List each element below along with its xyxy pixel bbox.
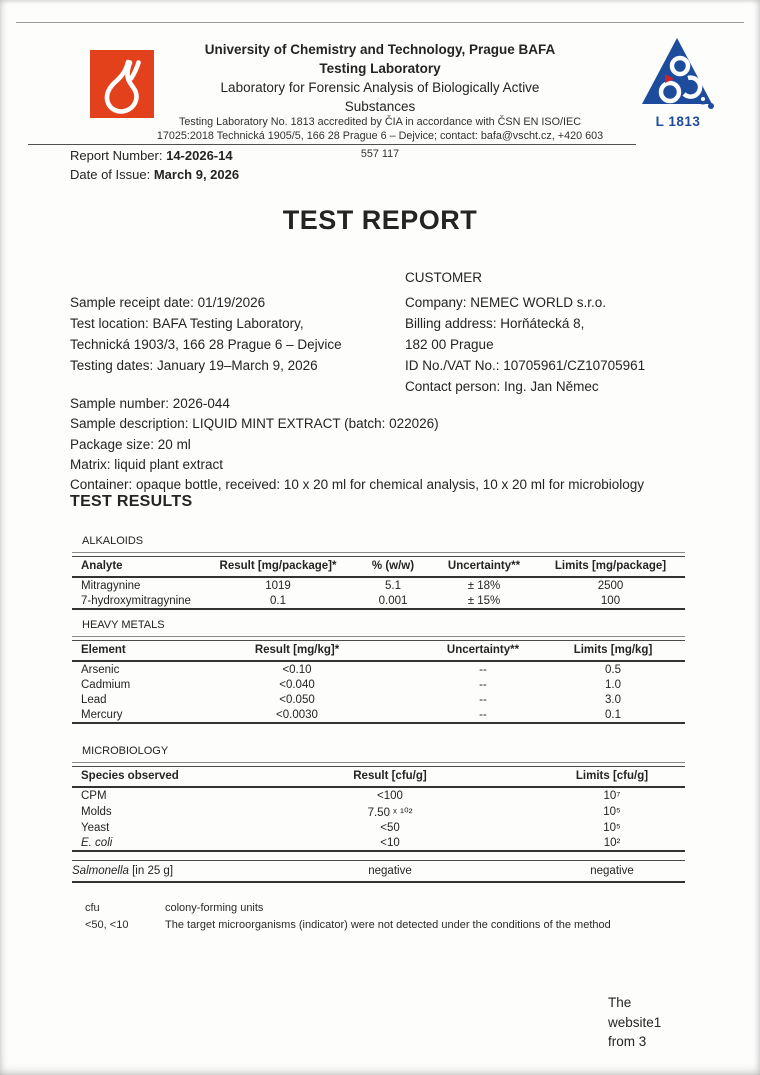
info-line: Testing dates: January 19–March 9, 2026 xyxy=(70,358,318,373)
report-title: TEST REPORT xyxy=(282,205,478,235)
column-header: Result [mg/package]* xyxy=(219,560,337,572)
alkaloids-table xyxy=(72,556,685,610)
accreditation-line2: 17025:2018 Technická 1905/5, 166 28 Prague 6 – Dejvice; contact: bafa@vscht.cz, +420 603 xyxy=(156,129,604,142)
salmonella-qualifier: [in 25 g] xyxy=(128,865,174,877)
column-header: Result [mg/kg]* xyxy=(254,644,340,656)
column-header: Limits [mg/package] xyxy=(554,560,667,572)
table-row xyxy=(72,577,685,593)
table-cell: ± 18% xyxy=(467,579,501,592)
column-header: Element xyxy=(81,644,126,656)
table-cell: -- xyxy=(479,708,487,721)
heavy-metals-section xyxy=(72,619,685,724)
table-row xyxy=(72,593,685,609)
table-row xyxy=(72,707,685,723)
analyte-name: 7-hydroxymitragynine xyxy=(81,594,191,607)
table-row xyxy=(72,861,685,883)
sample-line: Matrix: liquid plant extract xyxy=(70,456,224,472)
table-row xyxy=(72,820,685,835)
table-cell: 2500 xyxy=(597,579,624,592)
column-header: Species observed xyxy=(81,770,179,782)
table-cell: <10 xyxy=(380,836,400,849)
table-cell: 10⁵ xyxy=(603,821,621,834)
table-header-row xyxy=(72,557,685,578)
table-cell: 0.5 xyxy=(605,663,621,676)
footer-line: The xyxy=(608,995,632,1010)
column-header: Analyte xyxy=(81,560,123,572)
report-meta xyxy=(70,147,239,184)
footnote-row xyxy=(85,900,611,917)
sample-line: Sample number: 2026-044 xyxy=(70,396,230,411)
table-cell: 10⁵ xyxy=(603,805,621,818)
table-row xyxy=(72,661,685,677)
footnote-term: cfu xyxy=(85,902,100,914)
section-label-heavy-metals: HEAVY METALS xyxy=(72,619,685,637)
table-cell: <0.050 xyxy=(279,693,315,706)
table-row xyxy=(72,835,685,851)
cia-triangle-icon xyxy=(640,36,716,112)
table-cell: 10⁷ xyxy=(603,789,621,802)
customer-line: Billing address: Horňátecká 8, xyxy=(405,316,585,331)
info-line: Test location: BAFA Testing Laboratory, xyxy=(70,316,304,331)
table-row xyxy=(72,677,685,692)
footer-line: from 3 xyxy=(608,1034,647,1049)
alkaloids-section xyxy=(72,535,685,610)
org-name-line4: Substances xyxy=(344,99,416,114)
table-cell: <0.0030 xyxy=(276,708,318,721)
info-line: Sample receipt date: 01/19/2026 xyxy=(70,295,266,310)
column-header: Limits [cfu/g] xyxy=(575,770,649,782)
column-header: % (w/w) xyxy=(371,560,415,572)
footnotes xyxy=(85,900,611,933)
cia-mark-number: L 1813 xyxy=(655,114,701,129)
table-cell: 100 xyxy=(600,594,621,607)
flask-icon xyxy=(90,50,154,118)
table-cell: -- xyxy=(479,678,487,691)
species-name: Molds xyxy=(81,805,112,818)
table-row xyxy=(72,787,685,803)
issue-date-value: March 9, 2026 xyxy=(153,166,240,182)
section-label-alkaloids: ALKALOIDS xyxy=(72,535,685,553)
page-footer xyxy=(608,993,661,1052)
table-cell: 1019 xyxy=(265,579,291,592)
microbiology-table xyxy=(72,766,685,852)
table-cell: 0.1 xyxy=(605,708,621,721)
table-cell: <100 xyxy=(377,789,403,802)
table-cell: <0.040 xyxy=(279,678,315,691)
table-header-row xyxy=(72,641,685,662)
heavy-metals-table xyxy=(72,640,685,724)
customer-line: Company: NEMEC WORLD s.r.o. xyxy=(405,295,607,310)
footnote-row xyxy=(85,917,611,934)
uct-prague-logo xyxy=(90,50,154,118)
table-cell: negative xyxy=(590,865,634,877)
accreditation-line1: Testing Laboratory No. 1813 accredited by ČIA in accordance with ČSN EN ISO/IEC xyxy=(178,116,582,128)
species-name: CPM xyxy=(81,789,107,802)
customer-info xyxy=(405,292,645,397)
table-cell: ± 15% xyxy=(467,594,501,607)
column-header: Limits [mg/kg] xyxy=(573,644,653,656)
customer-line: Contact person: Ing. Jan Němec xyxy=(405,379,599,394)
sample-line: Container: opaque bottle, received: 10 x 20 ml for chemical analysis, 10 x 20 ml for microbiology xyxy=(70,477,645,493)
footer-line: website1 xyxy=(608,1014,662,1030)
table-cell: <0.10 xyxy=(282,663,312,676)
species-name: Yeast xyxy=(81,821,110,834)
table-cell: <50 xyxy=(380,821,400,834)
sample-receipt-info xyxy=(70,292,342,376)
report-number-label: Report Number: xyxy=(70,148,167,163)
customer-heading: CUSTOMER xyxy=(405,270,483,285)
salmonella-table xyxy=(72,860,685,883)
table-cell: -- xyxy=(479,663,487,676)
info-line: Technická 1903/3, 166 28 Prague 6 – Dejvice xyxy=(70,337,342,352)
sample-line: Sample description: LIQUID MINT EXTRACT (batch: 022026) xyxy=(70,416,439,432)
table-cell: 0.1 xyxy=(270,594,286,607)
customer-line: ID No./VAT No.: 10705961/CZ10705961 xyxy=(405,358,646,373)
column-header: Uncertainty** xyxy=(446,644,520,656)
report-number-value: 14-2026-14 xyxy=(166,148,233,163)
table-cell: -- xyxy=(479,693,487,706)
table-cell: 10² xyxy=(603,836,621,849)
sample-line: Package size: 20 ml xyxy=(70,436,191,452)
table-row xyxy=(72,692,685,707)
element-name: Cadmium xyxy=(81,678,131,691)
sample-description xyxy=(70,394,644,495)
column-header: Result [cfu/g] xyxy=(353,770,427,782)
table-cell: 0.001 xyxy=(378,594,408,607)
footnote-definition: The target microorganisms (indicator) were not detected under the conditions of the method xyxy=(165,918,611,931)
table-cell: 7.50 ˣ ¹⁰² xyxy=(367,806,413,819)
cia-accreditation-mark xyxy=(638,36,718,129)
top-divider xyxy=(16,22,744,23)
microbiology-section xyxy=(72,745,685,852)
footnote-definition: colony-forming units xyxy=(165,902,264,914)
analyte-name: Mitragynine xyxy=(81,579,141,592)
element-name: Arsenic xyxy=(81,663,120,676)
org-name-line2: Testing Laboratory xyxy=(319,61,441,76)
table-header-row xyxy=(72,767,685,788)
org-name-line3: Laboratory for Forensic Analysis of Biologically Active xyxy=(220,80,540,95)
salmonella-section xyxy=(72,860,685,883)
footnote-term: <50, <10 xyxy=(85,918,129,931)
issue-date-line xyxy=(70,166,239,185)
element-name: Lead xyxy=(81,693,107,706)
report-number-line xyxy=(70,147,239,166)
test-results-heading: TEST RESULTS xyxy=(70,493,193,510)
salmonella-name: Salmonella xyxy=(72,865,129,877)
column-header: Uncertainty** xyxy=(447,560,521,572)
customer-line: 182 00 Prague xyxy=(405,337,494,352)
section-label-microbiology: MICROBIOLOGY xyxy=(72,745,685,763)
org-name-line1: University of Chemistry and Technology, Prague BAFA xyxy=(204,42,556,57)
table-cell: 5.1 xyxy=(385,579,401,592)
table-cell: 1.0 xyxy=(605,678,621,691)
header-divider xyxy=(28,144,636,145)
issue-date-label: Date of Issue: xyxy=(70,166,154,182)
table-row xyxy=(72,803,685,820)
table-cell: negative xyxy=(368,865,412,877)
table-cell: 3.0 xyxy=(605,693,621,706)
element-name: Mercury xyxy=(81,708,123,721)
accreditation-phone: 557 117 xyxy=(360,148,400,160)
species-name: E. coli xyxy=(81,836,113,849)
species-name xyxy=(72,861,241,883)
